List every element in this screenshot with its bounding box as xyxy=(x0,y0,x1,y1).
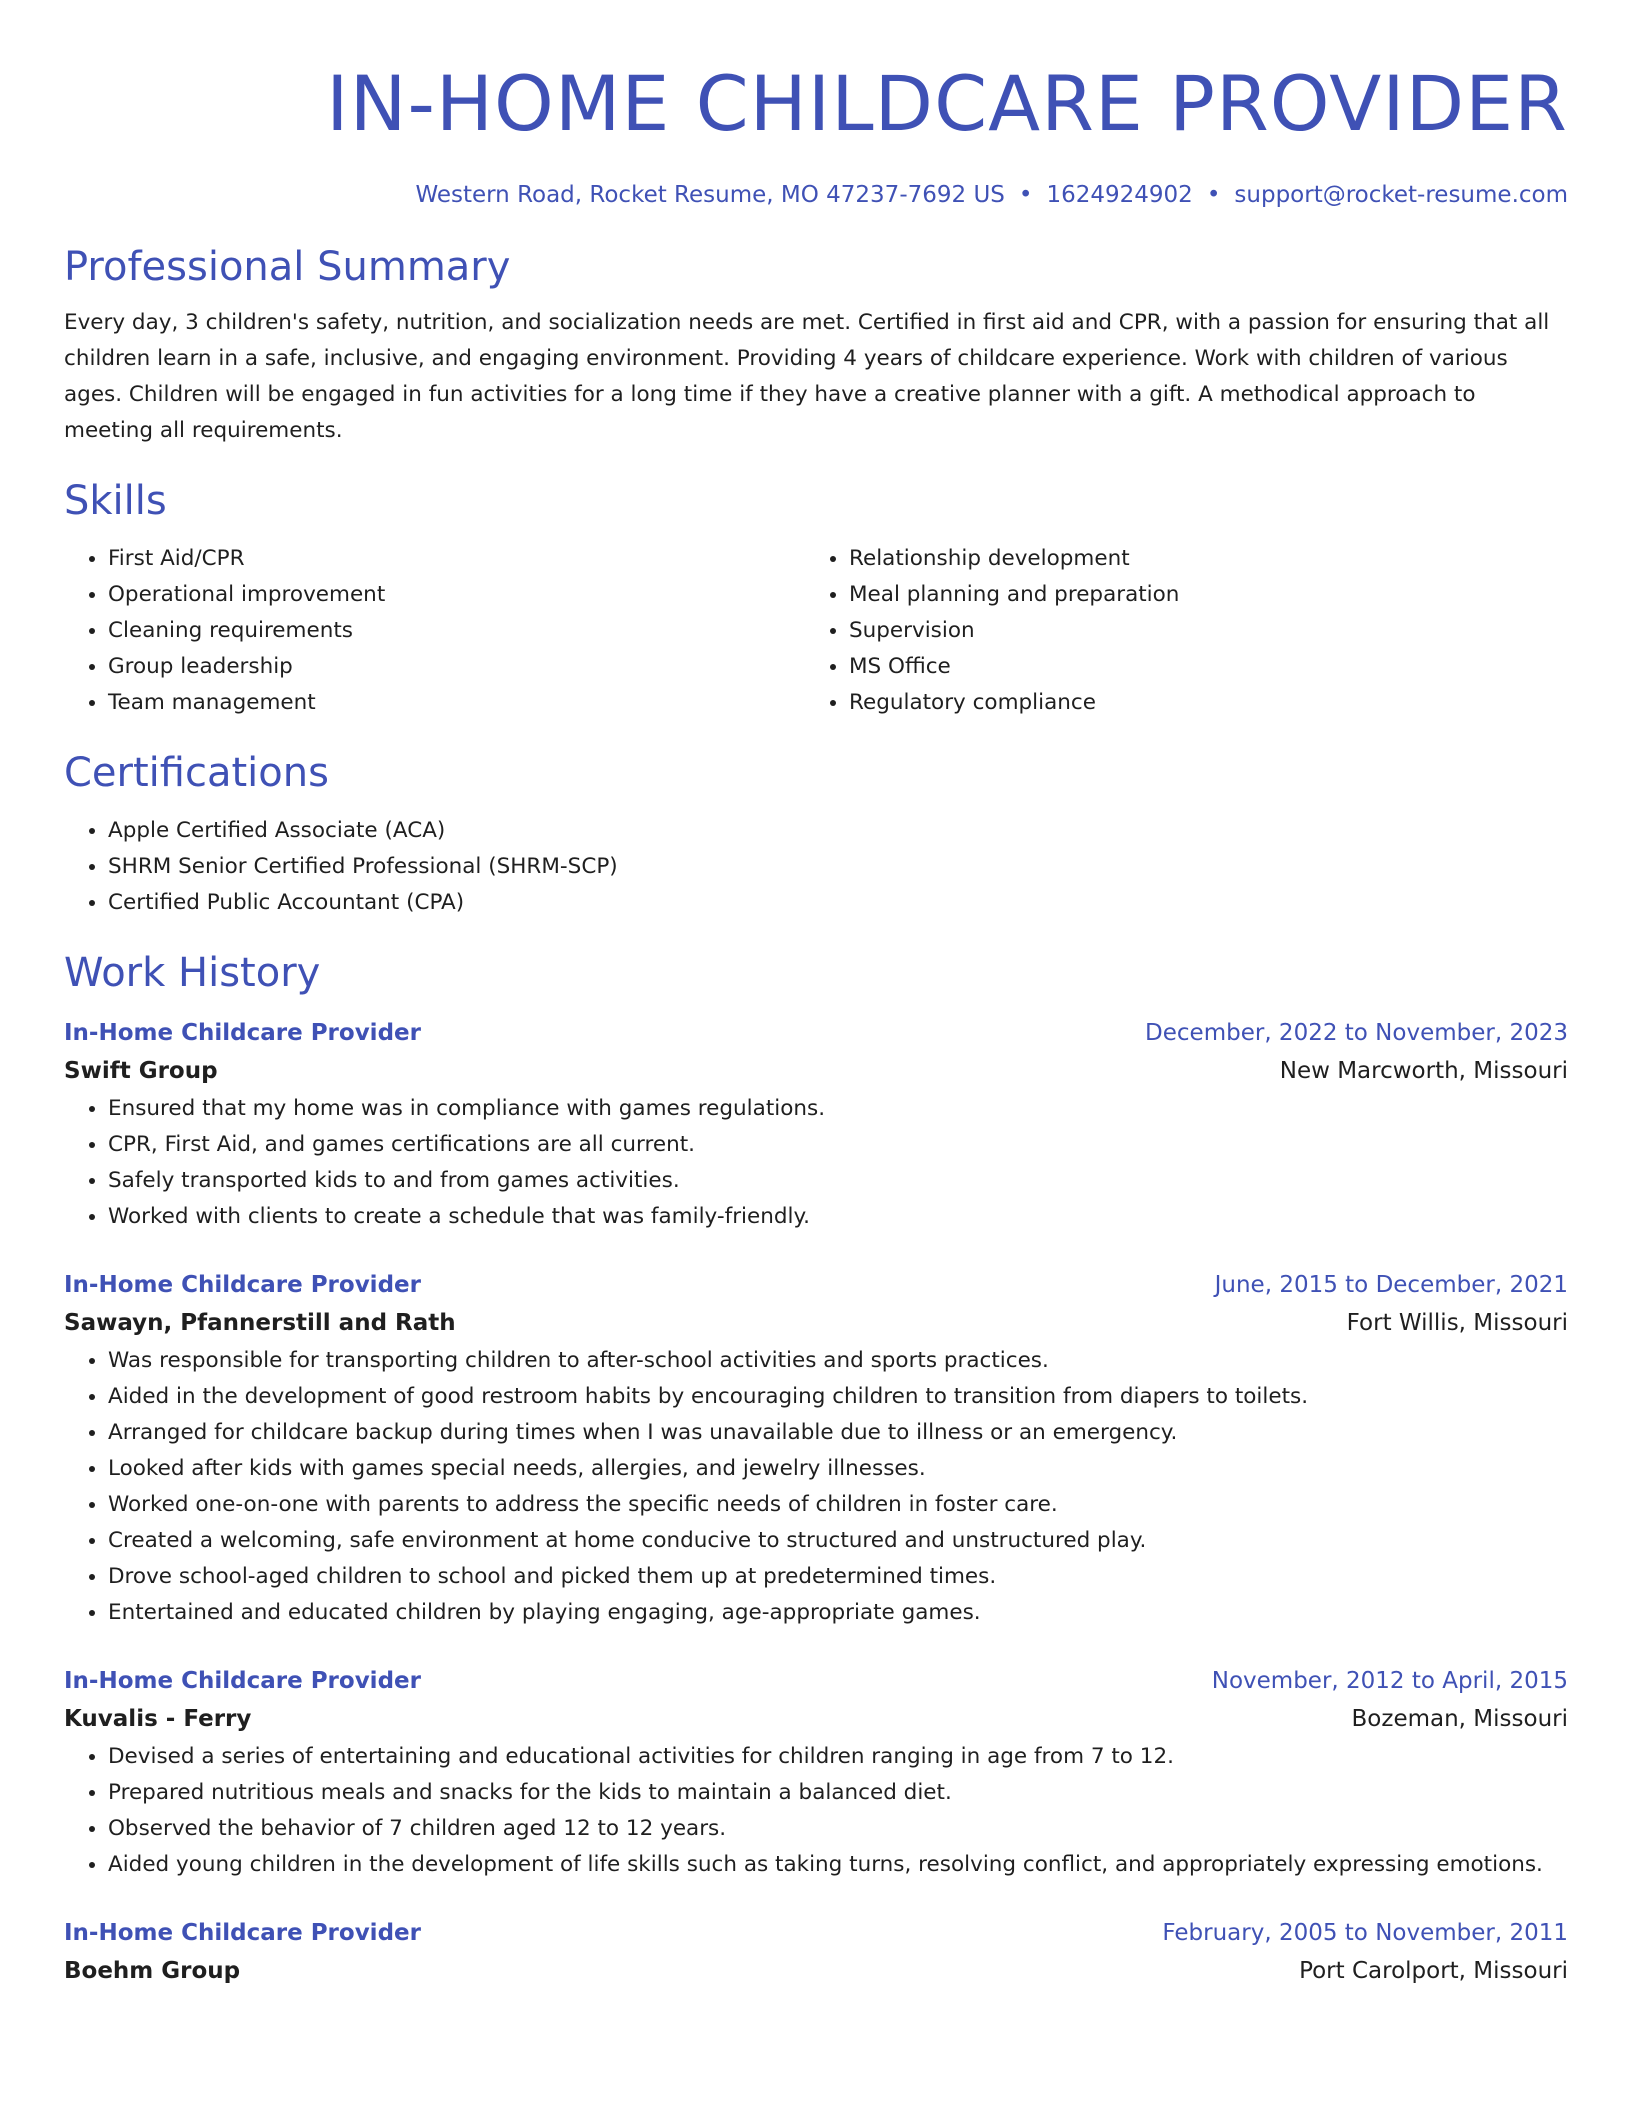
certifications-list xyxy=(64,813,1568,921)
certifications-section xyxy=(64,745,1568,921)
skill-item: • MS Office xyxy=(849,649,1546,685)
job-location: Fort Willis, Missouri xyxy=(1346,1310,1568,1336)
skill-item: • Meal planning and preparation xyxy=(849,577,1546,613)
contact-separator: • xyxy=(1018,182,1033,208)
job-company: Sawayn, Pfannerstill and Rath xyxy=(64,1310,456,1336)
summary-heading: Professional Summary xyxy=(64,244,511,290)
job-company-row xyxy=(64,1951,1568,1991)
skills-heading: Skills xyxy=(64,478,167,524)
skill-item: • Operational improvement xyxy=(108,577,805,613)
work-history-heading: Work History xyxy=(64,950,321,996)
job-bullet: • Aided in the development of good restroom habits by encouraging children to transition from diapers to toilets. xyxy=(108,1379,1568,1415)
work-history-section xyxy=(64,945,1568,1991)
job-bullet: • Created a welcoming, safe environment at home conducive to structured and unstructured play. xyxy=(108,1523,1568,1559)
certification-item: • Apple Certified Associate (ACA) xyxy=(108,813,1568,849)
skill-item: • Cleaning requirements xyxy=(108,613,805,649)
resume-name: IN-HOME CHILDCARE PROVIDER xyxy=(326,59,1568,148)
certification-item: • SHRM Senior Certified Professional (SHRM-SCP) xyxy=(108,849,1568,885)
job-bullets xyxy=(64,1739,1568,1883)
job-entry xyxy=(64,1015,1568,1235)
job-bullet: • Prepared nutritious meals and snacks for the kids to maintain a balanced diet. xyxy=(108,1775,1568,1811)
job-title-row xyxy=(64,1015,1568,1051)
summary-text: Every day, 3 children's safety, nutrition, and socialization needs are met. Certified in first aid and CPR, with a passion for ensuring that all children learn in a safe, inclusive, and engaging environment. Providing 4 years of childcare experience. Work with children of various ages. Children will be engaged in fun activities for a long time if they have a creative planner with a gift. A methodical approach to meeting all requirements. xyxy=(64,310,1550,443)
job-location: New Marcworth, Missouri xyxy=(1279,1058,1568,1084)
summary-section xyxy=(64,239,1568,449)
job-entry xyxy=(64,1915,1568,1991)
job-dates: June, 2015 to December, 2021 xyxy=(1214,1272,1568,1298)
job-company: Swift Group xyxy=(64,1058,218,1084)
job-bullet: • Devised a series of entertaining and educational activities for children ranging in age from 7 to 12. xyxy=(108,1739,1568,1775)
certification-item: • Certified Public Accountant (CPA) xyxy=(108,885,1568,921)
skills-grid xyxy=(64,541,1568,721)
skill-item: • First Aid/CPR xyxy=(108,541,805,577)
job-bullet: • Drove school-aged children to school and picked them up at predetermined times. xyxy=(108,1559,1568,1595)
skills-section xyxy=(64,473,1568,721)
job-title: In-Home Childcare Provider xyxy=(64,1920,421,1946)
job-title-row xyxy=(64,1663,1568,1699)
job-location: Port Carolport, Missouri xyxy=(1299,1958,1568,1984)
certifications-heading: Certifications xyxy=(64,750,329,796)
job-bullet: • Aided young children in the development of life skills such as taking turns, resolving conflict, and appropriately expressing emotions. xyxy=(108,1847,1568,1883)
job-entry xyxy=(64,1663,1568,1883)
skill-item: • Regulatory compliance xyxy=(849,685,1546,721)
skills-list-left xyxy=(64,541,805,721)
job-bullet: • CPR, First Aid, and games certifications are all current. xyxy=(108,1127,1568,1163)
job-title-row xyxy=(64,1915,1568,1951)
contact-line xyxy=(64,179,1568,211)
job-bullet: • Ensured that my home was in compliance with games regulations. xyxy=(108,1091,1568,1127)
resume-header xyxy=(64,54,1568,211)
job-company-row xyxy=(64,1303,1568,1343)
job-dates: February, 2005 to November, 2011 xyxy=(1162,1920,1568,1946)
job-title: In-Home Childcare Provider xyxy=(64,1020,421,1046)
job-bullet: • Worked one-on-one with parents to address the specific needs of children in foster care. xyxy=(108,1487,1568,1523)
job-bullet: • Safely transported kids to and from games activities. xyxy=(108,1163,1568,1199)
skills-list-right xyxy=(805,541,1546,721)
contact-address: Western Road, Rocket Resume, MO 47237-7692 US xyxy=(415,182,1005,208)
job-title-row xyxy=(64,1267,1568,1303)
skill-item: • Supervision xyxy=(849,613,1546,649)
job-bullets xyxy=(64,1343,1568,1631)
job-entry xyxy=(64,1267,1568,1631)
job-bullet: • Entertained and educated children by playing engaging, age-appropriate games. xyxy=(108,1595,1568,1631)
job-company: Kuvalis - Ferry xyxy=(64,1706,252,1732)
job-dates: November, 2012 to April, 2015 xyxy=(1211,1668,1568,1694)
skill-item: • Relationship development xyxy=(849,541,1546,577)
job-bullet: • Was responsible for transporting children to after-school activities and sports practices. xyxy=(108,1343,1568,1379)
contact-separator: • xyxy=(1206,182,1221,208)
job-bullets xyxy=(64,1091,1568,1235)
job-company: Boehm Group xyxy=(64,1958,241,1984)
job-company-row xyxy=(64,1051,1568,1091)
job-bullet: • Observed the behavior of 7 children aged 12 to 12 years. xyxy=(108,1811,1568,1847)
job-bullet: • Arranged for childcare backup during times when I was unavailable due to illness or an emergency. xyxy=(108,1415,1568,1451)
contact-email[interactable]: support@rocket-resume.com xyxy=(1234,182,1568,208)
contact-phone: 1624924902 xyxy=(1046,182,1193,208)
job-company-row xyxy=(64,1699,1568,1739)
job-dates: December, 2022 to November, 2023 xyxy=(1145,1020,1568,1046)
skills-column-right xyxy=(805,541,1546,721)
job-bullet: • Worked with clients to create a schedule that was family-friendly. xyxy=(108,1199,1568,1235)
skills-column-left xyxy=(64,541,805,721)
job-location: Bozeman, Missouri xyxy=(1351,1706,1568,1732)
skill-item: • Team management xyxy=(108,685,805,721)
job-title: In-Home Childcare Provider xyxy=(64,1668,421,1694)
skill-item: • Group leadership xyxy=(108,649,805,685)
job-bullet: • Looked after kids with games special needs, allergies, and jewelry illnesses. xyxy=(108,1451,1568,1487)
job-title: In-Home Childcare Provider xyxy=(64,1272,421,1298)
